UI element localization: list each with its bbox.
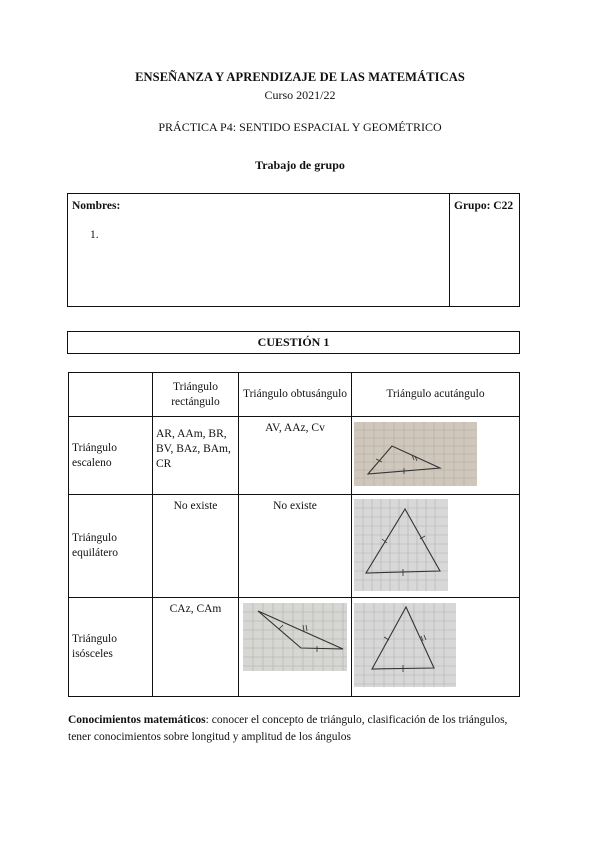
table-row — [69, 417, 520, 495]
practice-title: PRÁCTICA P4: SENTIDO ESPACIAL Y GEOMÉTRICO — [158, 120, 442, 134]
cell-equilatero-acutangulo — [352, 495, 520, 598]
cell-isosceles-acutangulo — [352, 598, 520, 697]
header-cell-empty — [69, 373, 153, 417]
work-type: Trabajo de grupo — [255, 158, 345, 172]
table-header-row — [69, 373, 520, 417]
cell-escaleno-obtusangulo: AV, AAz, Cv — [239, 417, 352, 495]
note-text: : conocer el concepto de triángulo, clasificación de los triángulos, tener conocimientos sobre longitud y amplitud de los ángulos — [68, 714, 508, 743]
row-label-equilatero: Triángulo equilátero — [69, 495, 153, 598]
document-title: ENSEÑANZA Y APRENDIZAJE DE LAS MATEMÁTICAS — [135, 70, 465, 84]
cell-escaleno-acutangulo — [352, 417, 520, 495]
photo-obtuse-isosceles-triangle — [243, 603, 347, 671]
header-cell-obtusangulo: Triángulo obtusángulo — [239, 373, 352, 417]
group-divider — [449, 194, 450, 306]
note-label: Conocimientos matemáticos — [68, 714, 206, 726]
cell-isosceles-obtusangulo — [239, 598, 352, 697]
names-label: Nombres: — [72, 200, 121, 212]
row-label-isosceles: Triángulo isósceles — [69, 598, 153, 697]
triangle-classification-table — [68, 372, 520, 697]
cell-equilatero-obtusangulo: No existe — [239, 495, 352, 598]
cell-equilatero-rectangulo: No existe — [153, 495, 239, 598]
group-label: Grupo: C22 — [454, 200, 514, 212]
cell-isosceles-rectangulo: CAz, CAm — [153, 598, 239, 697]
table-row — [69, 598, 520, 697]
names-list-item: 1. — [90, 229, 99, 241]
mathematical-knowledge-note — [68, 712, 520, 746]
question-title: CUESTIÓN 1 — [67, 331, 520, 354]
group-info-box — [67, 193, 520, 307]
row-label-escaleno: Triángulo escaleno — [69, 417, 153, 495]
photo-equilateral-triangle — [354, 499, 448, 591]
header-cell-rectangulo: Triángulo rectángulo — [153, 373, 239, 417]
photo-acute-isosceles-triangle — [354, 603, 456, 687]
table-row — [69, 495, 520, 598]
photo-acute-scalene-triangle — [354, 422, 477, 486]
course-year: Curso 2021/22 — [264, 88, 336, 102]
cell-escaleno-rectangulo: AR, AAm, BR, BV, BAz, BAm, CR — [153, 417, 239, 495]
header-cell-acutangulo: Triángulo acutángulo — [352, 373, 520, 417]
